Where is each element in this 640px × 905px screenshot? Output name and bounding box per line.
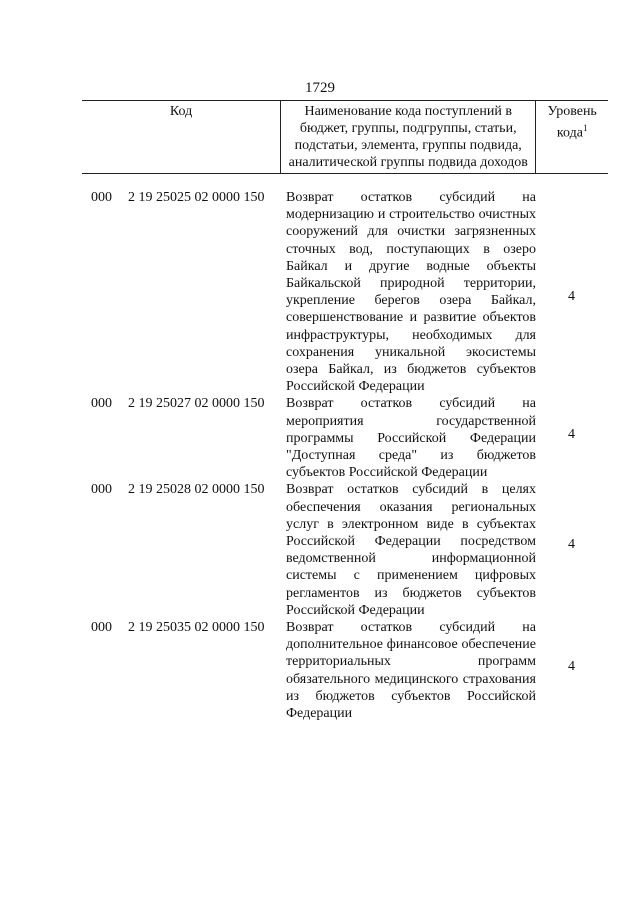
admin-code: 000 [91,620,112,636]
revenue-description: Возврат остатков субсидий на модернизацию и строительство очистных сооружений для очистки загрязненных сточных вод, поступающих в озеро Байкал и другие водные объекты Байкальской природной территории, укрепление берегов озера Байкал, совершенствование и развитие объектов инфраструктуры, необходимых для сохранения уникальной экосистемы озера Байкал, из бюджетов субъектов Российской Федерации [286,190,536,395]
table-header [82,100,608,174]
revenue-description: Возврат остатков субсидий на дополнительное финансовое обеспечение территориальных программ обязательного медицинского страхования из бюджетов субъектов Российской Федерации [286,620,536,722]
revenue-code-list [0,189,640,722]
revenue-code: 2 19 25028 02 0000 150 [128,482,265,498]
table-header-row [82,101,608,174]
header-level-footnote: 1 [582,123,588,133]
revenue-code: 2 19 25025 02 0000 150 [128,190,265,205]
revenue-code: 2 19 25035 02 0000 150 [128,620,265,636]
header-code: Код [82,101,281,174]
admin-code: 000 [91,396,112,412]
table-row [0,395,640,481]
revenue-description: Возврат остатков субсидий на мероприятия государственной программы Российской Федерации "Доступная среда" из бюджетов субъектов Российской Федерации [286,396,536,481]
code-level: 4 [568,427,575,443]
page-number: 1729 [305,80,335,96]
table-row [0,619,640,722]
header-name: Наименование кода поступлений в бюджет, группы, подгруппы, статьи, подстатьи, элемента, группы подвида, аналитической группы подвида доходов [281,101,536,174]
header-level-label: Уровень кода [547,104,597,141]
revenue-code: 2 19 25027 02 0000 150 [128,396,265,412]
table-row [0,189,640,395]
code-level: 4 [568,537,575,553]
header-level [536,101,608,174]
table-row [0,481,640,619]
revenue-description: Возврат остатков субсидий в целях обеспечения оказания региональных услуг в электронном виде в субъектах Российской Федерации посредством ведомственной информационной системы с применением цифровых регламентов из бюджетов субъектов Российской Федерации [286,482,536,618]
admin-code: 000 [91,482,112,498]
code-level: 4 [568,659,575,675]
code-level: 4 [568,289,575,304]
admin-code: 000 [91,190,112,205]
